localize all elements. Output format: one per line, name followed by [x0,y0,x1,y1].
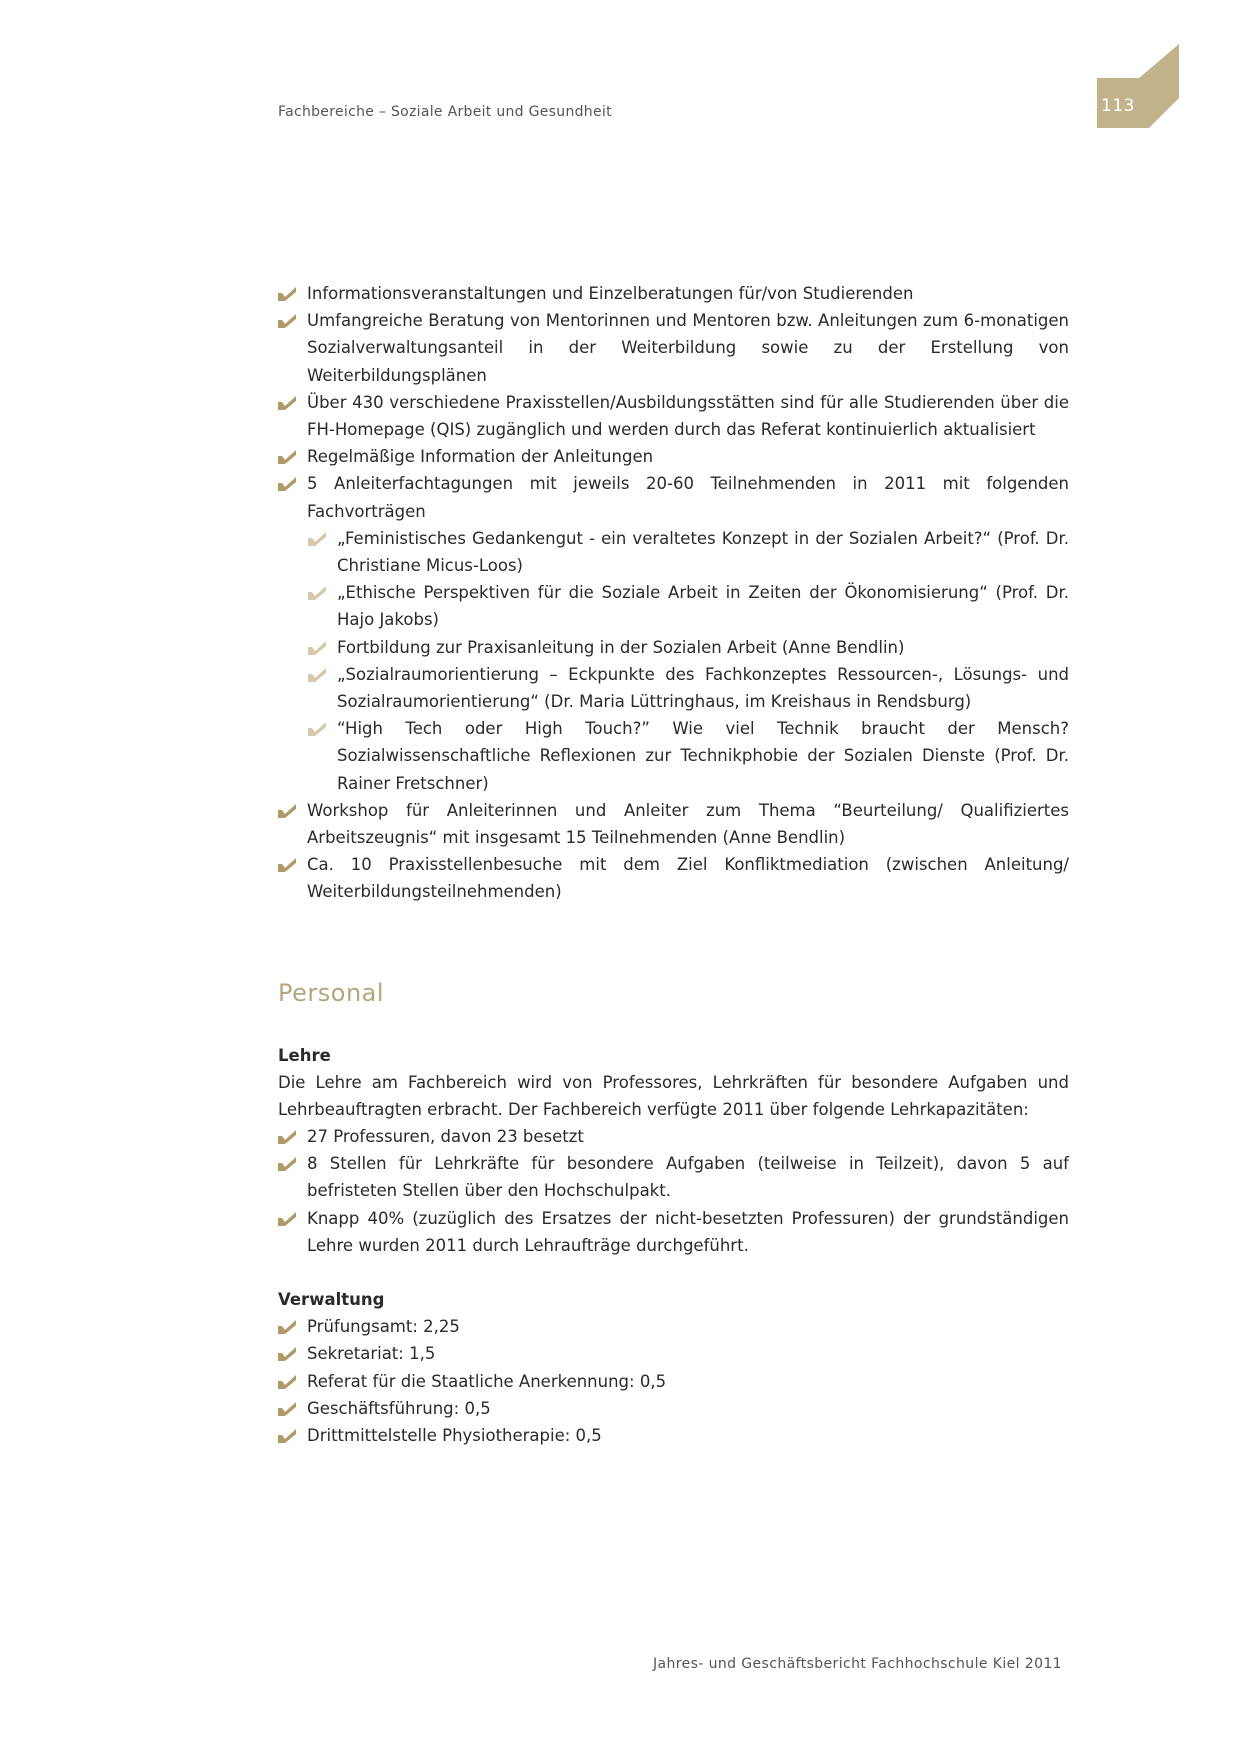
sub-list-item: „Sozialraumorientierung – Eckpunkte des Fachkonzeptes Ressourcen-, Lösungs- und Sozialraumorientierung“ (Dr. Maria Lüttringhaus, im Kreishaus in Rendsburg) [278,661,1069,715]
list-item: Workshop für Anleiterinnen und Anleiter zum Thema “Beurteilung/ Qualifiziertes Arbeitszeugnis“ mit insgesamt 15 Teilnehmenden (Anne Bendlin) [278,797,1069,851]
check-bullet-icon [278,804,296,818]
list-item: Referat für die Staatliche Anerkennung: 0,5 [278,1368,1069,1395]
list-item: Geschäftsführung: 0,5 [278,1395,1069,1422]
check-bullet-icon [278,396,296,410]
list-item: Regelmäßige Information der Anleitungen [278,443,1069,470]
list-item: Prüfungsamt: 2,25 [278,1313,1069,1340]
check-bullet-icon [278,1347,296,1361]
check-bullet-light-icon [308,668,326,682]
list-item: Umfangreiche Beratung von Mentorinnen und Mentoren bzw. Anleitungen zum 6-monatigen Sozialverwaltungsanteil in der Weiterbildung sowie zu der Erstellung von Weiterbildungsplänen [278,307,1069,389]
check-bullet-icon [278,1402,296,1416]
footer-title: Jahres- und Geschäftsbericht Fachhochschule Kiel 2011 [652,1656,1062,1672]
main-content [278,280,1069,1449]
check-bullet-icon [278,477,296,491]
check-bullet-icon [278,1212,296,1226]
check-bullet-light-icon [308,586,326,600]
verwaltung-list [278,1313,1069,1449]
list-item: Drittmittelstelle Physiotherapie: 0,5 [278,1422,1069,1449]
list-item: Über 430 verschiedene Praxisstellen/Ausbildungsstätten sind für alle Studierenden über die FH-Homepage (QIS) zugänglich und werden durch das Referat kontinuierlich aktualisiert [278,389,1069,443]
list-item: 5 Anleiterfachtagungen mit jeweils 20-60 Teilnehmenden in 2011 mit folgenden Fachvorträgen [278,470,1069,524]
lehre-intro: Die Lehre am Fachbereich wird von Professores, Lehrkräften für besondere Aufgaben und Lehrbeauftragten erbracht. Der Fachbereich verfügte 2011 über folgende Lehrkapazitäten: [278,1072,1069,1119]
lehre-list [278,1123,1069,1259]
running-title: Fachbereiche – Soziale Arbeit und Gesundheit [278,104,612,120]
list-item: 8 Stellen für Lehrkräfte für besondere Aufgaben (teilweise in Teilzeit), davon 5 auf befristeten Stellen über den Hochschulpakt. [278,1150,1069,1204]
check-bullet-icon [278,1375,296,1389]
check-bullet-icon [278,450,296,464]
check-bullet-icon [278,314,296,328]
sub-list-item: „Feministisches Gedankengut - ein veraltetes Konzept in der Sozialen Arbeit?“ (Prof. Dr. Christiane Micus-Loos) [278,525,1069,579]
subheading-lehre: Lehre [278,1045,331,1065]
check-bullet-light-icon [308,722,326,736]
sub-list-item: Fortbildung zur Praxisanleitung in der Sozialen Arbeit (Anne Bendlin) [278,634,1069,661]
intro-list [278,280,1069,906]
page-number: 113 [1101,96,1135,116]
check-bullet-icon [278,1320,296,1334]
subheading-verwaltung: Verwaltung [278,1290,385,1310]
section-heading-personal: Personal [278,978,385,1007]
check-bullet-icon [278,1130,296,1144]
check-bullet-light-icon [308,532,326,546]
check-bullet-light-icon [308,641,326,655]
check-bullet-icon [278,1429,296,1443]
check-bullet-icon [278,287,296,301]
list-item: Sekretariat: 1,5 [278,1340,1069,1367]
check-bullet-icon [278,858,296,872]
sub-list-item: „Ethische Perspektiven für die Soziale Arbeit in Zeiten der Ökonomisierung“ (Prof. Dr. Hajo Jakobs) [278,579,1069,633]
check-bullet-icon [278,1157,296,1171]
list-item: Knapp 40% (zuzüglich des Ersatzes der nicht-besetzten Professuren) der grundständigen Lehre wurden 2011 durch Lehraufträge durchgeführt. [278,1205,1069,1259]
list-item: 27 Professuren, davon 23 besetzt [278,1123,1069,1150]
list-item: Informationsveranstaltungen und Einzelberatungen für/von Studierenden [278,280,1069,307]
sub-list-item: “High Tech oder High Touch?” Wie viel Technik braucht der Mensch? Sozialwissenschaftliche Reflexionen zur Technikphobie der Sozialen Dienste (Prof. Dr. Rainer Fretschner) [278,715,1069,797]
list-item: Ca. 10 Praxisstellenbesuche mit dem Ziel Konfliktmediation (zwischen Anleitung/ Weiterbildungsteilnehmenden) [278,851,1069,905]
